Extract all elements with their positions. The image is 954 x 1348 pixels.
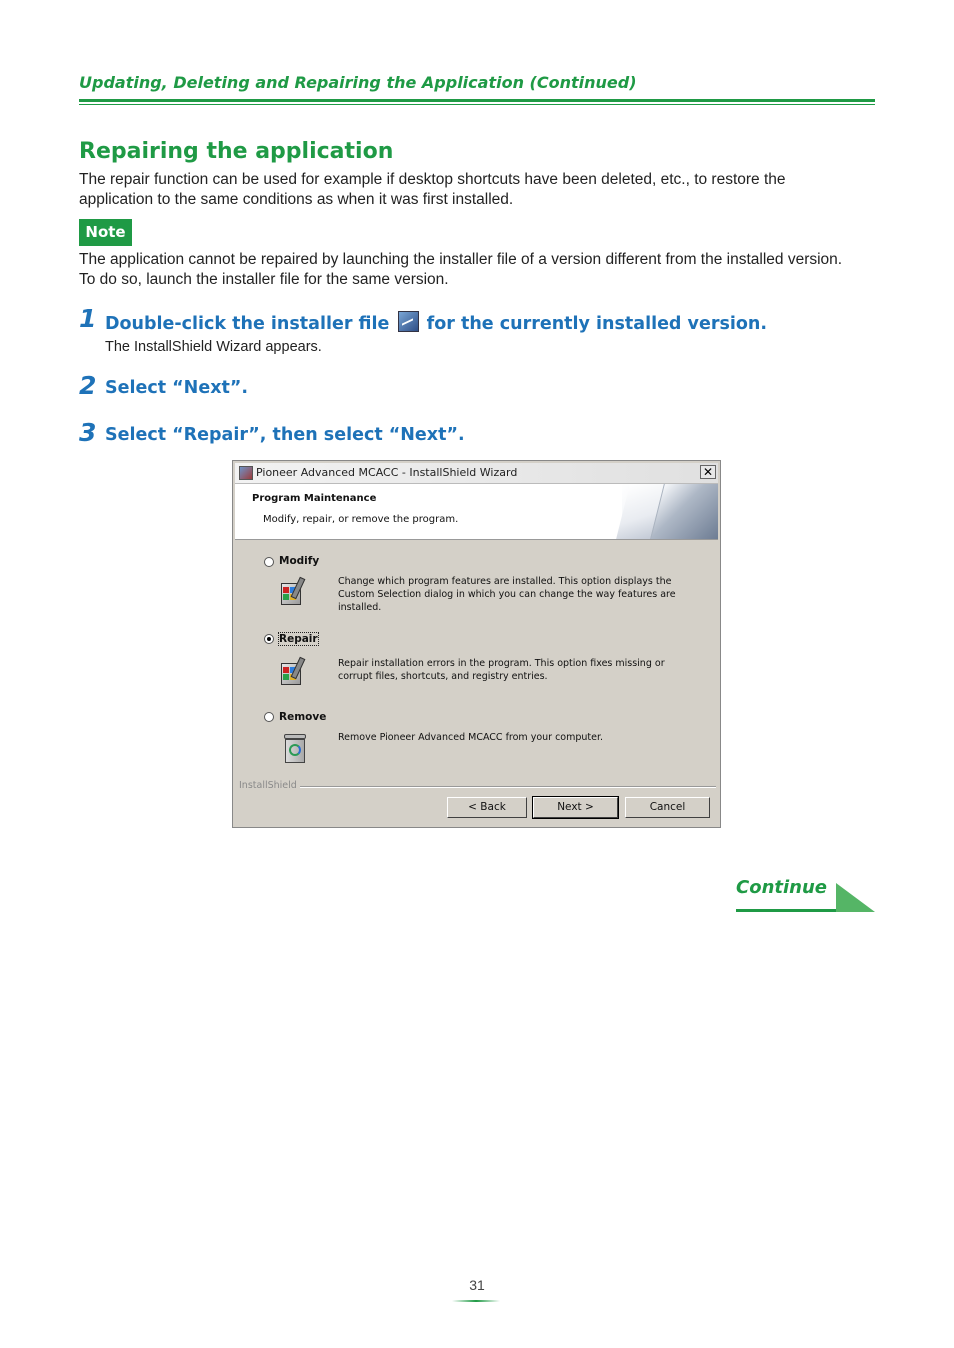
step-number: 3 (79, 418, 97, 447)
dialog-title: Pioneer Advanced MCACC - InstallShield Wizard (256, 466, 518, 479)
cancel-button[interactable]: Cancel (625, 797, 710, 818)
page-number: 31 (469, 1277, 485, 1293)
header-subtitle: Modify, repair, or remove the program. (263, 514, 459, 525)
next-button[interactable]: Next > (533, 797, 618, 818)
modify-radio[interactable] (264, 557, 274, 567)
page-number-rule (452, 1300, 500, 1302)
intro-paragraph: The repair function can be used for example if desktop shortcuts have been deleted, etc., to restore the application to the same conditions as when it was first installed. (79, 171, 786, 208)
dialog-titlebar[interactable] (235, 463, 718, 484)
continue-underline (736, 909, 836, 912)
header-rule-thick (79, 99, 875, 102)
recycle-bin-icon (283, 734, 307, 764)
remove-label[interactable]: Remove (279, 711, 327, 723)
step-number: 2 (79, 371, 97, 400)
installer-file-icon (398, 311, 419, 332)
repair-icon (279, 657, 309, 687)
running-head: Updating, Deleting and Repairing the Application (Continued) (79, 73, 637, 92)
modify-icon (279, 577, 309, 607)
step-text: Select “Repair”, then select “Next”. (105, 425, 465, 445)
header-rule-thin (79, 104, 875, 105)
repair-label[interactable]: Repair (279, 633, 318, 645)
modify-description: Change which program features are installed. This option displays the Custom Selection dialog in which you can change the way features are installed. (338, 576, 676, 613)
header-title: Program Maintenance (252, 493, 377, 504)
remove-radio[interactable] (264, 712, 274, 722)
remove-description: Remove Pioneer Advanced MCACC from your computer. (338, 732, 604, 743)
section-title: Repairing the application (79, 139, 394, 164)
step-text-part: Double-click the installer file (105, 314, 390, 334)
step-text (105, 311, 767, 334)
installshield-brand: InstallShield (239, 780, 300, 791)
repair-description: Repair installation errors in the program. This option fixes missing or corrupt files, shortcuts, and registry entries. (338, 658, 665, 682)
step-text: Select “Next”. (105, 378, 248, 398)
dialog-header-panel (235, 484, 718, 540)
repair-radio[interactable] (264, 634, 274, 644)
step-number: 1 (79, 304, 97, 333)
installshield-dialog (232, 460, 721, 828)
close-icon[interactable]: ✕ (700, 465, 716, 479)
app-icon (239, 466, 253, 480)
back-button[interactable]: < Back (447, 797, 527, 818)
note-badge: Note (79, 219, 132, 246)
modify-label[interactable]: Modify (279, 555, 320, 567)
continue-arrow-icon (836, 883, 875, 912)
step-text-part: for the currently installed version. (426, 314, 768, 334)
note-text: The application cannot be repaired by launching the installer file of a version different from the installed version. To do so, launch the installer file for the same version. (79, 251, 843, 288)
brand-divider (239, 786, 716, 788)
continue-label: Continue (736, 877, 828, 898)
step-subtext: The InstallShield Wizard appears. (105, 339, 322, 355)
